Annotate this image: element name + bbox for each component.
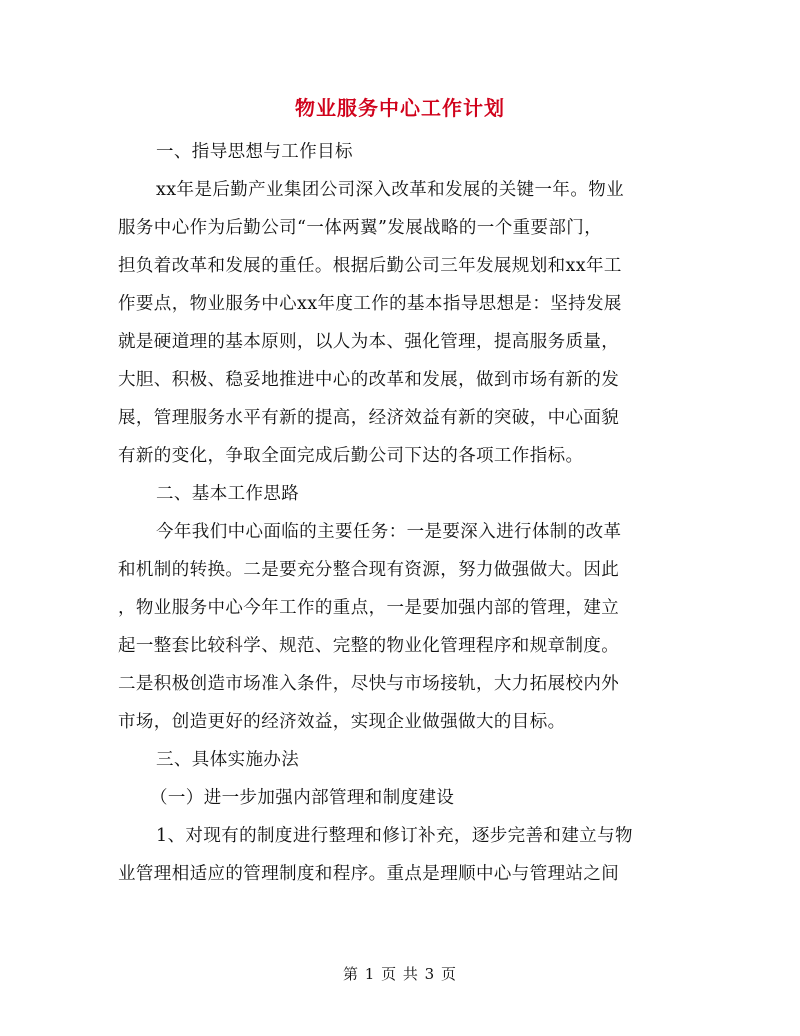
paragraph-line: xx年是后勤产业集团公司深入改革和发展的关键一年。物业: [156, 180, 625, 200]
paragraph-line: 大胆、积极、稳妥地推进中心的改革和发展，做到市场有新的发: [118, 370, 620, 390]
paragraph-line: 和机制的转换。二是要充分整合现有资源，努力做强做大。因此: [118, 560, 620, 580]
document-title: 物业服务中心工作计划: [295, 96, 505, 120]
paragraph-line: 就是硬道理的基本原则，以人为本、强化管理，提高服务质量，: [118, 332, 620, 352]
paragraph-line: 起一整套比较科学、规范、完整的物业化管理程序和规章制度。: [118, 636, 620, 656]
section-heading-3: 三、具体实施办法: [156, 750, 300, 770]
subsection-heading-1: （一）进一步加强内部管理和制度建设: [150, 788, 455, 808]
paragraph-line: ，物业服务中心今年工作的重点，一是要加强内部的管理，建立: [118, 598, 620, 618]
paragraph-line: 展，管理服务水平有新的提高，经济效益有新的突破，中心面貌: [118, 408, 620, 428]
paragraph-line: 二是积极创造市场准入条件，尽快与市场接轨，大力拓展校内外: [118, 674, 620, 694]
paragraph-line: 有新的变化，争取全面完成后勤公司下达的各项工作指标。: [118, 446, 584, 466]
paragraph-line: 今年我们中心面临的主要任务：一是要深入进行体制的改革: [156, 522, 622, 542]
section-heading-2: 二、基本工作思路: [156, 484, 300, 504]
paragraph-line: 业管理相适应的管理制度和程序。重点是理顺中心与管理站之间: [118, 864, 620, 884]
paragraph-line: 担负着改革和发展的重任。根据后勤公司三年发展规划和xx年工: [118, 256, 622, 276]
paragraph-line: 1、对现有的制度进行整理和修订补充，逐步完善和建立与物: [156, 826, 633, 846]
section-heading-1: 一、指导思想与工作目标: [156, 142, 353, 162]
paragraph-line: 市场，创造更好的经济效益，实现企业做强做大的目标。: [118, 712, 566, 732]
paragraph-line: 服务中心作为后勤公司“一体两翼”发展战略的一个重要部门，: [118, 218, 603, 238]
page-footer: 第 1 页 共 3 页: [343, 965, 457, 983]
paragraph-line: 作要点，物业服务中心xx年度工作的基本指导思想是：坚持发展: [118, 294, 622, 314]
